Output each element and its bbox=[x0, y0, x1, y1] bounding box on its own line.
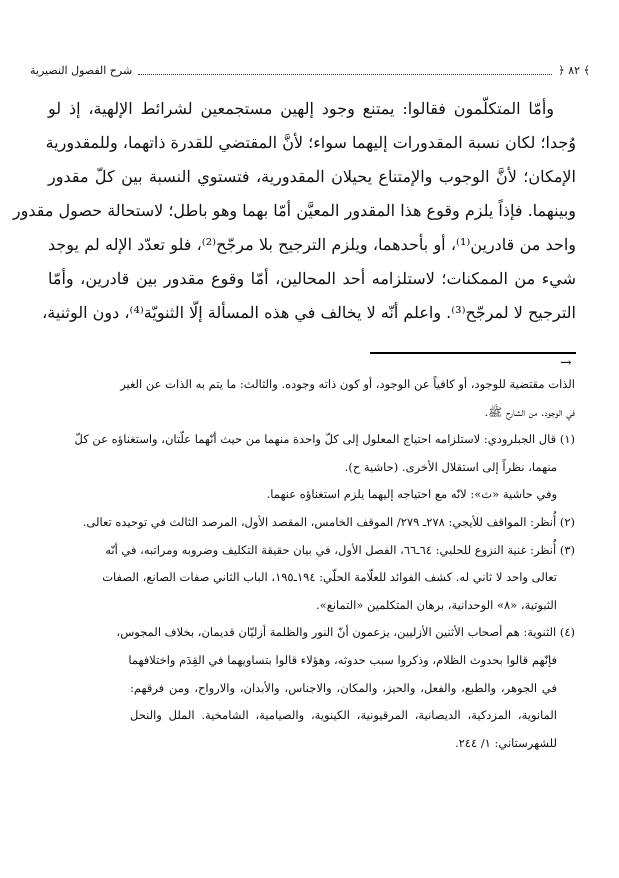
footnote-line: في الجوهر، والطبع، والفعل، والحيز، والمكان، والاجناس، والأبدان، والارواح، ومن فرقهم: bbox=[130, 680, 557, 695]
footnote-line: في الوجود. من الشارح ﷺ. bbox=[484, 404, 575, 419]
text-line: واحد من قادرين⁽¹⁾، أو بأحدهما، ويلزم الترجيح بلا مرجّح⁽²⁾، فلو تعدّد الإله لم يوجد bbox=[48, 235, 577, 254]
text-line: وبينهما. فإذاً يلزم وقوع هذا المقدور المعيَّن أمّا بهما وهو باطل؛ لاستحالة حصول مقدور bbox=[12, 201, 576, 220]
dotted-leader bbox=[138, 66, 552, 75]
book-title: شرح الفصول النصيرية bbox=[30, 63, 133, 77]
footnote-line: للشهرستاني: ١/ ٢٤٤. bbox=[454, 735, 557, 750]
footnote-line: فإنّهم قالوا بحدوث الظلام، وذكروا سبب حدوثه، وهؤلاء قالوا بتساويهما في القِدَم واختلافهما bbox=[128, 652, 557, 667]
footnotes bbox=[74, 371, 575, 757]
text-line: الترجيح لا لمرجّح⁽³⁾. واعلم أنّه لا يخالف في هذه المسألة إلّا الثنويّة⁽⁴⁾، دون الوثنية، bbox=[42, 303, 576, 322]
footnote-separator bbox=[370, 352, 576, 354]
footnote-line: منهما، نظراً إلى استقلال الأخرى. (حاشية ح). bbox=[344, 459, 557, 474]
footnote-line: وفي حاشية «ث»: لانّه مع احتياجه إليهما يلزم استغناؤه عنهما. bbox=[266, 487, 557, 502]
text-line: الإمكان؛ لأنَّ الوجوب والإمتناع يحيلان المقدورية، فتستوي النسبة بين كلّ مقدور bbox=[48, 167, 576, 186]
footnote-line: (٢) أُنظر: المواقف للأيجي: ٢٧٨ـ ٢٧٩/ الموقف الخامس، المقصد الأول، المرصد الثالث في توحيده تعالى. bbox=[82, 514, 575, 529]
main-text bbox=[12, 92, 577, 330]
footnote-line: (٣) أُنظر: غنية النزوع للحلبي: ٦٤ـ٦٦، الفصل الأول، في بيان حقيقة التكليف وضروبه ومراتبه، في أنّه bbox=[105, 542, 575, 557]
footnote-line: (١) قال الجبلرودي: لاستلزامه احتياج المعلول إلى كلّ واحدة منهما من حيث أنّهما علّتان، واستغناؤه عن كلّ bbox=[74, 432, 575, 447]
running-header bbox=[30, 60, 590, 80]
page-number: ﴾ ٨٢ ﴿ bbox=[558, 63, 590, 77]
footnote-line: المانوية، المزدكية، الديصانية، المرقيونية، الكينوية، والصيامية، الشامخية. الملل والنحل bbox=[130, 708, 557, 723]
continuation-arrow-icon: → bbox=[560, 355, 572, 371]
text-line: شيء من الممكنات؛ لاستلزامه أحد المحالين، أمّا وقوع مقدور بين قادرين، وأمّا bbox=[48, 269, 576, 288]
footnote-line: الذات مقتضية للوجود، أو كافياً عن الوجود، أو كون ذاته وجوده. والثالث: ما يتم به الذات عن الغير bbox=[120, 377, 575, 391]
footnote-line: تعالى واحد لا ثاني له. كشف الفوائد للعلّامة الحلّي: ١٩٤ـ١٩٥، الباب الثاني صفات الصانع، الصفات bbox=[102, 570, 557, 585]
footnote-line: (٤) الثنوية: هم أصحاب الأثنين الأزليين، يزعمون أنّ النور والظلمة أزليّان قديمان، بخلاف المجوس، bbox=[116, 625, 575, 640]
text-line: وأمّا المتكلّمون فقالوا: يمتنع وجود إلهين مستجمعين لشرائط الإلهية، إذ لو bbox=[48, 99, 554, 118]
footnote-line: الثبوتية، «٨» الوحدانية، برهان المتكلمين «التمانع». bbox=[316, 597, 557, 612]
text-line: وُجدا؛ لكان نسبة المقدورات إليهما سواء؛ لأنَّ المقتضي للقدرة ذاتهما، وللمقدورية bbox=[45, 133, 576, 152]
